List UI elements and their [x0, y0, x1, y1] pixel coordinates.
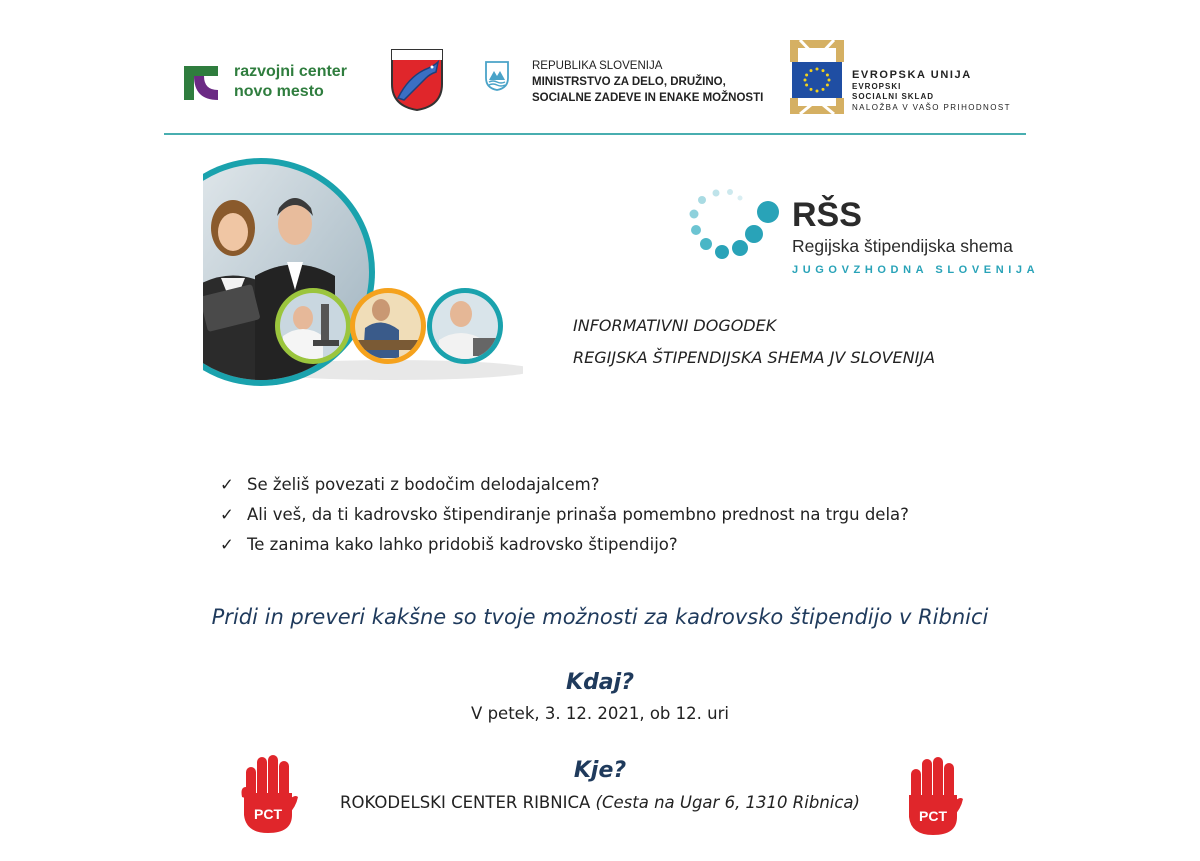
list-item	[220, 500, 909, 530]
rc-logo-text	[234, 62, 347, 102]
eu-fund-text	[852, 68, 1011, 114]
eu-line2: EVROPSKI	[852, 82, 902, 91]
call-to-action: Pridi in preveri kakšne so tvoje možnosti za kadrovsko štipendijo v Ribnici	[211, 605, 989, 629]
where-heading: Kje?	[573, 758, 627, 783]
rs-line1: REPUBLIKA SLOVENIJA	[532, 60, 663, 72]
checkmark-icon: ✓	[220, 505, 234, 524]
eu-line1: EVROPSKA UNIJA	[852, 69, 972, 81]
republika-slovenija-text	[532, 58, 763, 106]
checklist-text: Se želiš povezati z bodočim delodajalcem?	[247, 475, 600, 494]
eu-line3: SOCIALNI SKLAD	[852, 92, 934, 101]
rss-full-name: Regijska štipendijska shema	[792, 236, 1013, 256]
rss-dots-icon	[688, 188, 784, 264]
rss-logo	[688, 188, 1040, 283]
question-checklist	[220, 470, 909, 560]
event-title-line1: INFORMATIVNI DOGODEK	[573, 316, 777, 335]
rc-logo-mark-icon	[178, 60, 222, 106]
razvojni-center-logo	[178, 58, 368, 110]
hand-label-right: PCT	[919, 808, 947, 824]
rc-logo-line2: novo mesto	[234, 83, 324, 100]
stop-hand-icon	[903, 755, 963, 837]
photo-collage-image	[203, 158, 523, 386]
eu-line4: NALOŽBA V VAŠO PRIHODNOST	[852, 103, 1011, 112]
republika-slovenija-logo	[484, 58, 784, 108]
stop-hand-icon	[238, 753, 298, 835]
rss-region: JUGOVZHODNA SLOVENIJA	[792, 264, 1040, 276]
checkmark-icon: ✓	[220, 475, 234, 494]
rs-line3: SOCIALNE ZADEVE IN ENAKE MOŽNOSTI	[532, 92, 764, 104]
checklist-text: Te zanima kako lahko pridobiš kadrovsko štipendijo?	[247, 535, 678, 554]
event-title	[573, 310, 935, 374]
ribnica-crest-icon	[390, 48, 444, 112]
header-divider	[164, 133, 1026, 135]
venue-name: ROKODELSKI CENTER RIBNICA	[340, 793, 591, 812]
rc-logo-line1: razvojni center	[234, 63, 347, 80]
when-heading: Kdaj?	[566, 670, 634, 695]
when-value: V petek, 3. 12. 2021, ob 12. uri	[471, 704, 729, 723]
venue-address: (Cesta na Ugar 6, 1310 Ribnica)	[595, 793, 860, 812]
checkmark-icon: ✓	[220, 535, 234, 554]
list-item	[220, 530, 909, 560]
rss-abbreviation: RŠS	[792, 196, 862, 234]
list-item	[220, 470, 909, 500]
checklist-text: Ali veš, da ti kadrovsko štipendiranje prinaša pomembno prednost na trgu dela?	[247, 505, 909, 524]
rs-line2: MINISTRSTVO ZA DELO, DRUŽINO,	[532, 76, 726, 88]
slovenia-coat-of-arms-icon	[484, 60, 510, 92]
eu-social-fund-logo	[790, 40, 1015, 116]
eu-flag-icon	[792, 62, 842, 98]
hand-label-left: PCT	[254, 806, 282, 822]
event-title-line2: REGIJSKA ŠTIPENDIJSKA SHEMA JV SLOVENIJA	[573, 348, 936, 367]
where-value	[0, 793, 1200, 812]
